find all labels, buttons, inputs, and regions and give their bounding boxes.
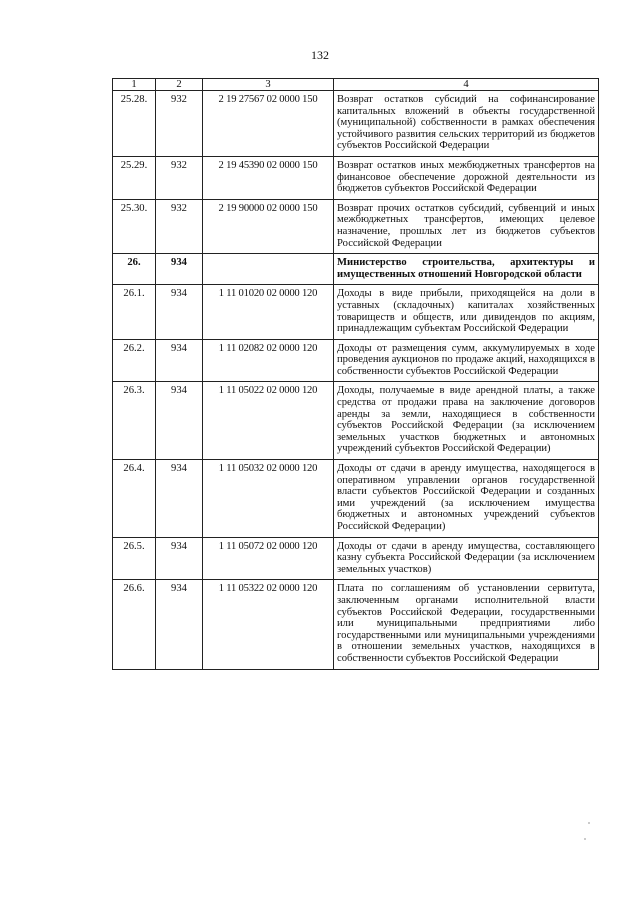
budget-classification-code: 1 11 05022 02 0000 120	[203, 382, 334, 460]
row-number: 26.6.	[113, 580, 156, 669]
header-cell: 2	[156, 79, 203, 91]
revenue-description: Возврат прочих остатков субсидий, субвенций и иных межбюджетных трансфертов, имеющих целевое назначение, прошлых лет из бюджетов субъектов Российской Федерации	[334, 199, 599, 253]
admin-code: 934	[156, 580, 203, 669]
budget-classification-code	[203, 254, 334, 285]
row-number: 26.5.	[113, 537, 156, 580]
row-number: 26.1.	[113, 285, 156, 339]
row-number: 25.28.	[113, 91, 156, 157]
admin-code: 932	[156, 156, 203, 199]
scan-speck	[588, 822, 590, 824]
table-row	[113, 537, 599, 580]
page-number: 132	[311, 48, 329, 62]
admin-code: 934	[156, 382, 203, 460]
revenue-description: Министерство строительства, архитектуры и имущественных отношений Новгородской области	[334, 254, 599, 285]
table-row	[113, 339, 599, 382]
budget-classification-code: 1 11 02082 02 0000 120	[203, 339, 334, 382]
revenue-description: Доходы от сдачи в аренду имущества, составляющего казну субъекта Российской Федерации (за исключением земельных участков)	[334, 537, 599, 580]
admin-code: 934	[156, 285, 203, 339]
revenue-description: Доходы от сдачи в аренду имущества, находящегося в оперативном управлении органов государственной власти субъектов Российской Федерации и созданных ими учреждений (за исключением имущества бюджетных и автономных учреждений субъектов Российской Федерации)	[334, 460, 599, 538]
row-number: 26.2.	[113, 339, 156, 382]
admin-code: 934	[156, 537, 203, 580]
header-cell: 3	[203, 79, 334, 91]
table-row	[113, 285, 599, 339]
revenue-codes-table	[112, 78, 599, 670]
revenue-description: Плата по соглашениям об установлении сервитута, заключенным органами исполнительной власти субъектов Российской Федерации, государственными или муниципальными предприятиями либо государственными или муниципальными учреждениями в отношении земельных участков, находящихся в собственности субъектов Российской Федерации	[334, 580, 599, 669]
row-number: 26.3.	[113, 382, 156, 460]
admin-code: 934	[156, 339, 203, 382]
budget-classification-code: 1 11 01020 02 0000 120	[203, 285, 334, 339]
table-header-row	[113, 79, 599, 91]
revenue-description: Доходы, получаемые в виде арендной платы, а также средства от продажи права на заключение договоров аренды за земли, находящиеся в собственности субъектов Российской Федерации (за исключением земельных участков бюджетных и автономных учреждений субъектов Российской Федерации)	[334, 382, 599, 460]
row-number: 26.4.	[113, 460, 156, 538]
scan-speck	[584, 838, 586, 840]
row-number: 26.	[113, 254, 156, 285]
admin-code: 932	[156, 199, 203, 253]
revenue-description: Возврат остатков иных межбюджетных трансфертов на финансовое обеспечение дорожной деятельности из бюджетов субъектов Российской Федерации	[334, 156, 599, 199]
table-row	[113, 460, 599, 538]
table-row	[113, 91, 599, 157]
table-row	[113, 254, 599, 285]
budget-classification-code: 2 19 27567 02 0000 150	[203, 91, 334, 157]
budget-classification-code: 2 19 90000 02 0000 150	[203, 199, 334, 253]
row-number: 25.30.	[113, 199, 156, 253]
admin-code: 934	[156, 460, 203, 538]
budget-classification-code: 1 11 05072 02 0000 120	[203, 537, 334, 580]
row-number: 25.29.	[113, 156, 156, 199]
header-cell: 1	[113, 79, 156, 91]
budget-classification-code: 2 19 45390 02 0000 150	[203, 156, 334, 199]
revenue-description: Доходы от размещения сумм, аккумулируемых в ходе проведения аукционов по продаже акций, находящихся в собственности субъектов Российской Федерации	[334, 339, 599, 382]
header-cell: 4	[334, 79, 599, 91]
budget-classification-code: 1 11 05322 02 0000 120	[203, 580, 334, 669]
admin-code: 932	[156, 91, 203, 157]
admin-code: 934	[156, 254, 203, 285]
revenue-description: Возврат остатков субсидий на софинансирование капитальных вложений в объекты государственной (муниципальной) собственности в рамках обеспечения устойчивого развития сельских территорий из бюджетов субъектов Российской Федерации	[334, 91, 599, 157]
budget-classification-code: 1 11 05032 02 0000 120	[203, 460, 334, 538]
table-row	[113, 382, 599, 460]
table-row	[113, 199, 599, 253]
table-row	[113, 156, 599, 199]
table-row	[113, 580, 599, 669]
revenue-description: Доходы в виде прибыли, приходящейся на доли в уставных (складочных) капиталах хозяйственных товариществ и обществ, или дивидендов по акциям, принадлежащим субъектам Российской Федерации	[334, 285, 599, 339]
